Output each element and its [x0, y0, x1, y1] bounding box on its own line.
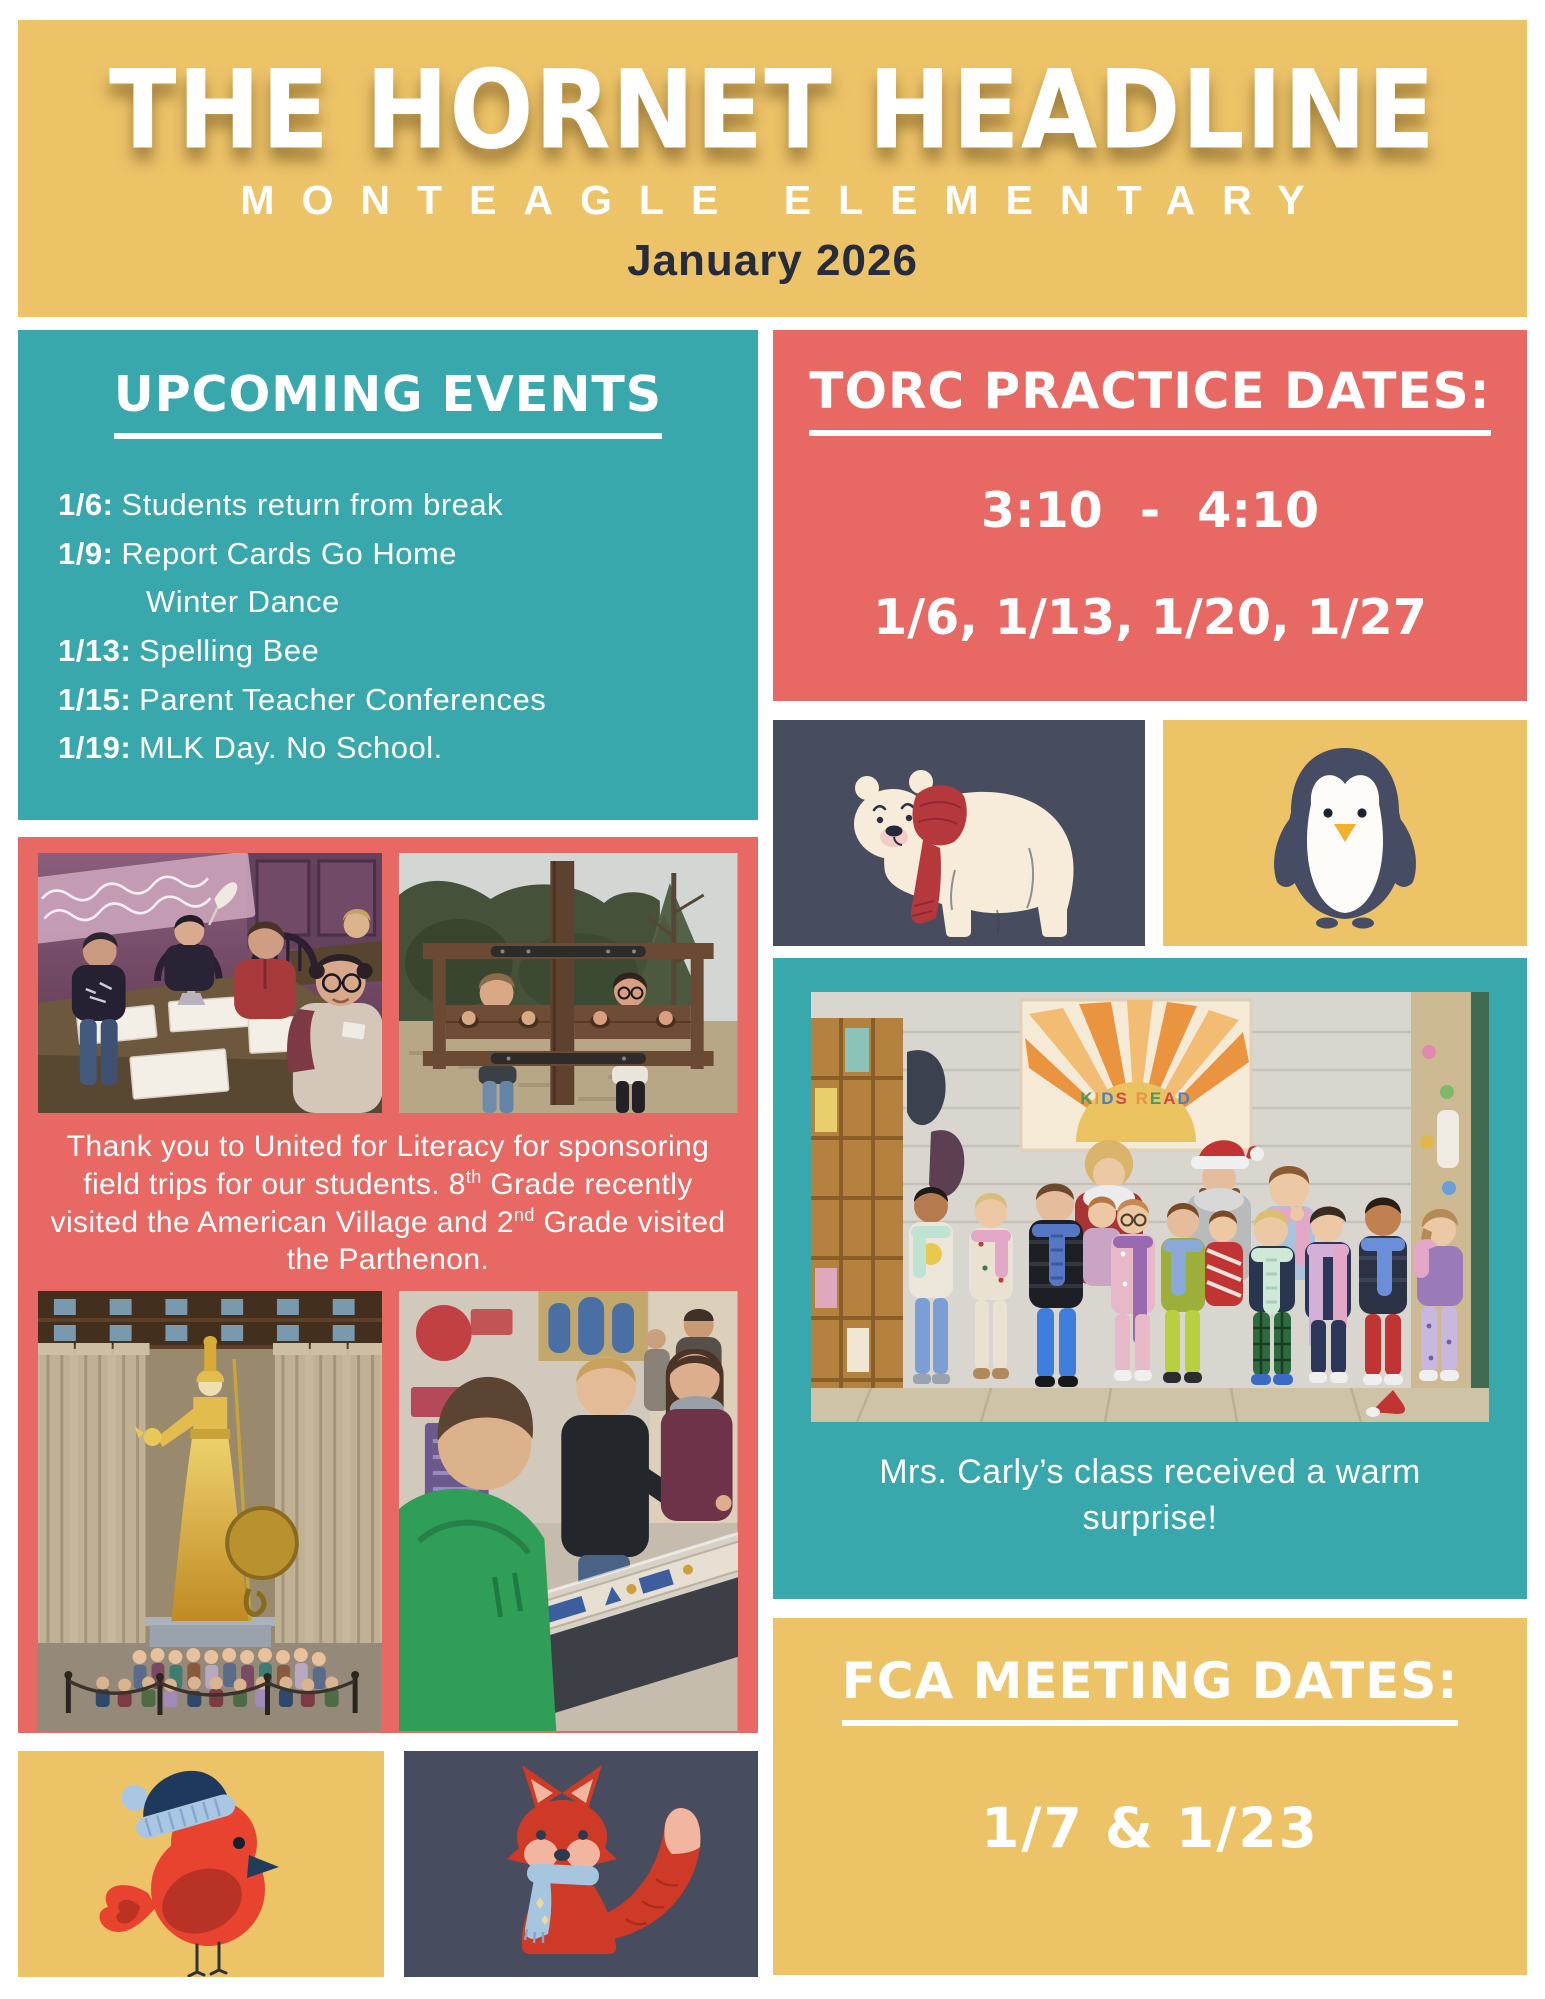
red-bird-icon: [18, 1751, 384, 1977]
event-text: Report Cards Go Home: [121, 535, 458, 571]
bird-illustration: [18, 1751, 384, 1977]
event-date: 1/19:: [58, 730, 132, 766]
event-text: Winter Dance: [146, 584, 340, 620]
field-trip-collage-panel: [18, 837, 758, 1733]
event-item: [58, 578, 758, 627]
event-date: 1/15:: [58, 681, 132, 717]
field-trip-text-part: Thank you to United for Literacy for sponsoring field trips for our students. 8: [66, 1130, 710, 1201]
event-item: [58, 676, 758, 725]
photo-museum-exhibit: [399, 1291, 738, 1731]
polar-bear-illustration: [773, 720, 1145, 946]
quill-activity-photo: [38, 853, 382, 1113]
school-name: MONTEAGLE ELEMENTARY: [240, 177, 1332, 223]
penguin-illustration: [1163, 720, 1527, 946]
superscript: th: [465, 1166, 482, 1187]
red-fox-icon: [404, 1751, 758, 1977]
event-text: Students return from break: [121, 487, 504, 522]
event-date: 1/6:: [58, 487, 114, 522]
upcoming-events-heading: UPCOMING EVENTS: [114, 366, 662, 439]
event-text: MLK Day. No School.: [139, 730, 443, 766]
event-text: Parent Teacher Conferences: [139, 681, 547, 717]
field-trip-text-part: Grade visited the Parthenon.: [286, 1205, 726, 1276]
events-list: [58, 481, 758, 773]
superscript: nd: [513, 1204, 535, 1225]
issue-date: January 2026: [627, 236, 918, 285]
event-item: [58, 724, 758, 773]
photo-athena-statue: [38, 1291, 382, 1731]
athena-photo: [38, 1291, 382, 1731]
event-item: [58, 481, 758, 530]
photo-stocks: [399, 853, 738, 1113]
event-text: Spelling Bee: [139, 632, 320, 668]
fca-dates: 1/7 & 1/23: [981, 1796, 1319, 1860]
polar-bear-icon: [773, 720, 1145, 946]
svg-text:KIDS READ: KIDS READ: [1080, 1089, 1192, 1108]
header-banner: [18, 20, 1527, 317]
class-photo: [811, 992, 1489, 1422]
museum-photo: [399, 1291, 738, 1731]
fca-meeting-panel: [773, 1618, 1527, 1975]
penguin-icon: [1163, 720, 1527, 946]
torc-time-range: 3:10 - 4:10: [980, 482, 1320, 539]
torc-dates: 1/6, 1/13, 1/20, 1/27: [873, 589, 1427, 646]
class-surprise-panel: [773, 958, 1527, 1599]
class-photo-caption: Mrs. Carly’s class received a warm surprise!: [879, 1453, 1421, 1537]
page-title: THE HORNET HEADLINE: [109, 47, 1436, 174]
event-item: [58, 627, 758, 676]
torc-heading: TORC PRACTICE DATES:: [809, 362, 1490, 436]
photo-class-scarves: [811, 992, 1489, 1422]
torc-practice-panel: [773, 330, 1527, 701]
event-date: 1/13:: [58, 632, 132, 668]
event-item: [58, 530, 758, 579]
fox-illustration: [404, 1751, 758, 1977]
event-date: 1/9:: [58, 535, 114, 571]
stocks-photo: [399, 853, 738, 1113]
photo-quill-activity: [38, 853, 382, 1113]
field-trip-text: [42, 1129, 734, 1279]
upcoming-events-panel: [18, 330, 758, 820]
field-trip-text-part: Grade recently visited the American Village and 2: [50, 1167, 693, 1239]
fca-heading: FCA MEETING DATES:: [842, 1652, 1459, 1726]
